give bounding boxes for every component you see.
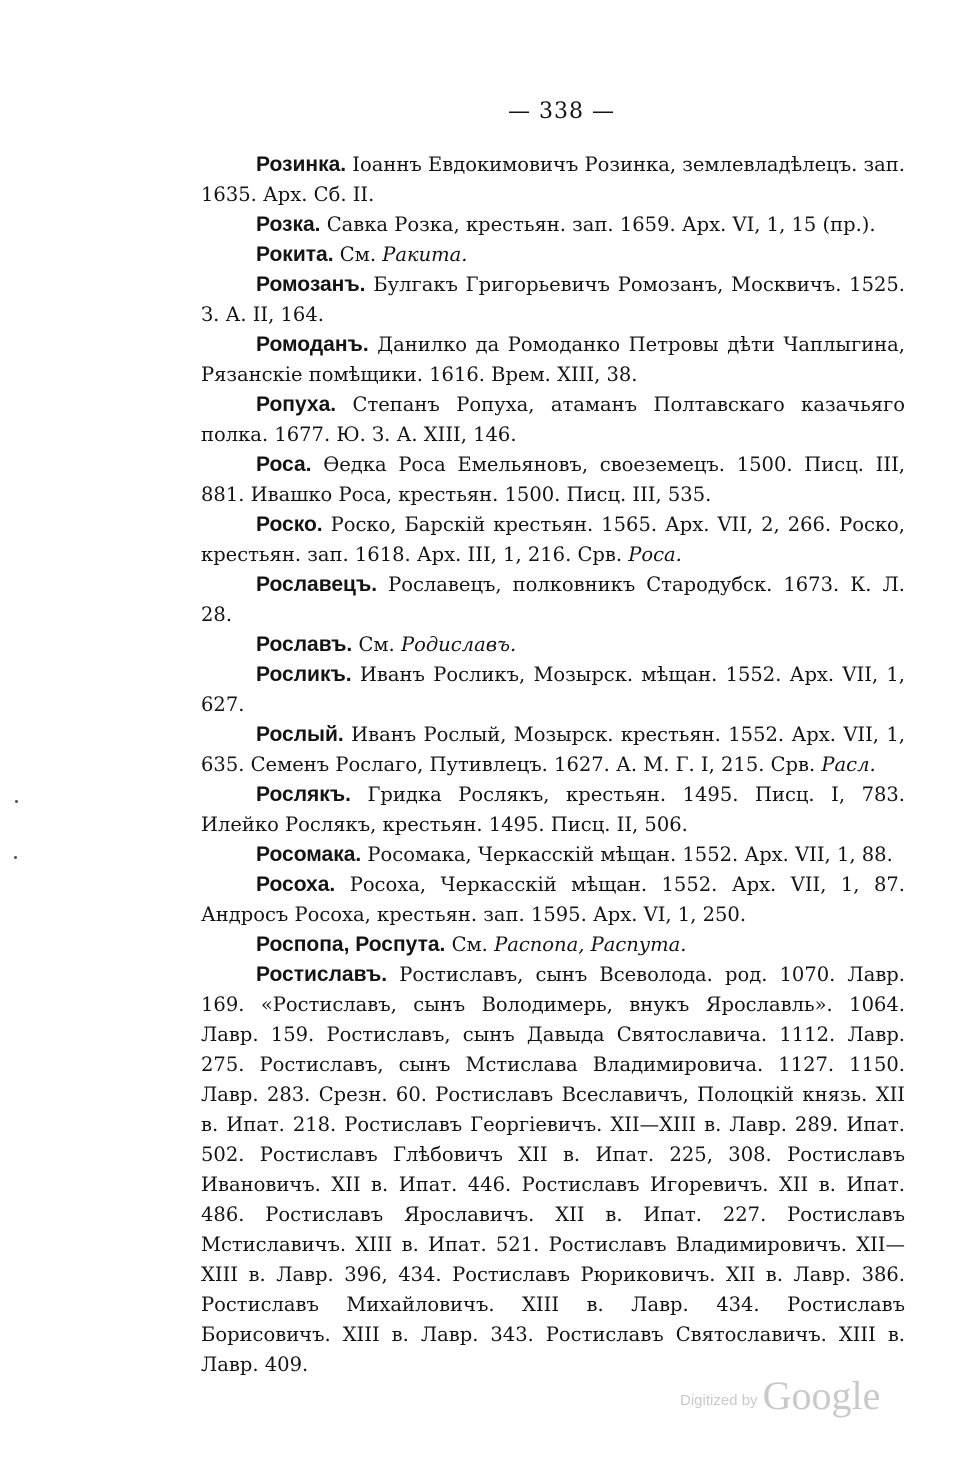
- entry-headword: Ромоданъ.: [256, 333, 369, 356]
- margin-speck: [15, 800, 18, 803]
- entry-headword: Рославъ.: [256, 633, 353, 656]
- entry-headword: Розка.: [256, 213, 321, 236]
- dictionary-entry: [201, 330, 905, 390]
- entry-cross-reference: Роса.: [628, 543, 682, 566]
- entry-text: Ѳедка Роса Емельяновъ, своеземецъ. 1500. Писц. III, 881. Ивашко Роса, крестьян. 1500. Писц. III, 535.: [201, 453, 905, 506]
- google-logo: Google: [762, 1373, 881, 1418]
- dictionary-entry: [201, 840, 905, 870]
- entry-text: Рославецъ, полковникъ Стародубск. 1673. К. Л. 28.: [201, 573, 905, 626]
- entry-headword: Ростиславъ.: [256, 963, 388, 986]
- dictionary-entry: [201, 510, 905, 570]
- dictionary-entry: [201, 630, 905, 660]
- entry-headword: Рокита.: [256, 243, 334, 266]
- dictionary-entry: [201, 270, 905, 330]
- entry-text: Булгакъ Григорьевичъ Ромозанъ, Москвичъ. 1525. З. А. II, 164.: [201, 273, 905, 326]
- entry-text: Иванъ Росликъ, Мозырск. мѣщан. 1552. Арх. VII, 1, 627.: [201, 663, 905, 716]
- dictionary-entry: [201, 720, 905, 780]
- entry-headword: Роса.: [256, 453, 312, 476]
- entry-text: Росомака, Черкасскій мѣщан. 1552. Арх. VII, 1, 88.: [361, 843, 893, 866]
- dictionary-entry: [201, 960, 905, 1380]
- page-number: — 338 —: [508, 99, 615, 124]
- entry-text: Иванъ Рослый, Мозырск. крестьян. 1552. Арх. VII, 1, 635. Семенъ Рослаго, Путивлецъ. 1627. А. М. Г. I, 215. Срв.: [201, 723, 905, 776]
- entry-headword: Розинка.: [256, 153, 347, 176]
- entry-text: См.: [333, 243, 383, 266]
- entry-text: Данилко да Ромоданко Петровы дѣти Чаплыгина, Рязанскіе помѣщики. 1616. Врем. XIII, 38.: [201, 333, 905, 386]
- dictionary-entry: [201, 150, 905, 210]
- entry-headword: Ромозанъ.: [256, 273, 366, 296]
- entry-text: Гридка Рослякъ, крестьян. 1495. Писц. I, 783. Илейко Рослякъ, крестьян. 1495. Писц. II, 506.: [201, 783, 905, 836]
- dictionary-entries: [201, 150, 905, 1380]
- entry-text: Савка Розка, крестьян. зап. 1659. Арх. VI, 1, 15 (пр.).: [320, 213, 876, 236]
- dictionary-entry: [201, 570, 905, 630]
- entry-cross-reference: Расл.: [821, 753, 876, 776]
- entry-headword: Росликъ.: [256, 663, 352, 686]
- watermark-prefix: Digitized by: [680, 1392, 758, 1409]
- entry-text: Роско, Барскій крестьян. 1565. Арх. VII, 2, 266. Роско, крестьян. зап. 1618. Арх. III, 1, 216. Срв.: [201, 513, 905, 566]
- entry-headword: Рослый.: [256, 723, 344, 746]
- dictionary-entry: [201, 780, 905, 840]
- entry-headword: Роспопа, Роспута.: [256, 933, 446, 956]
- entry-text: Росоха, Черкасскій мѣщан. 1552. Арх. VII, 1, 87. Андросъ Росоха, крестьян. зап. 1595. Арх. VI, 1, 250.: [201, 873, 905, 926]
- entry-cross-reference: Распопа, Распута.: [494, 933, 687, 956]
- entry-text: См.: [352, 633, 401, 656]
- entry-cross-reference: Родиславъ.: [400, 633, 517, 656]
- dictionary-entry: [201, 930, 905, 960]
- dictionary-entry: [201, 450, 905, 510]
- dictionary-entry: [201, 240, 905, 270]
- dictionary-entry: [201, 660, 905, 720]
- entry-text: Ростиславъ, сынъ Всеволода. род. 1070. Лавр. 169. «Ростиславъ, сынъ Володимерь, внукъ Ярославль». 1064. Лавр. 159. Ростиславъ, сынъ Давыда Святославича. 1112. Лавр. 275. Ростиславъ, сынъ Мстислава Владимировича. 1127. 1150. Лавр. 283. Срезн. 60. Ростиславъ Всеславичъ, Полоцкій князь. XII в. Ипат. 218. Ростиславъ Георгіевичъ. XII—XIII в. Лавр. 289. Ипат. 502. Ростиславъ Глѣбовичъ XII в. Ипат. 225, 308. Ростиславъ Ивановичъ. XII в. Ипат. 446. Ростиславъ Игоревичъ. XII в. Ипат. 486. Ростиславъ Ярославичъ. XII в. Ипат. 227. Ростиславъ Мстиславичъ. XIII в. Ипат. 521. Ростиславъ Владимировичъ. XII—XIII в. Лавр. 396, 434. Ростиславъ Рюриковичъ. XII в. Лавр. 386. Ростиславъ Михайловичъ. XIII в. Лавр. 434. Ростиславъ Борисовичъ. XIII в. Лавр. 343. Ростиславъ Святославичъ. XIII в. Лавр. 409.: [201, 963, 905, 1376]
- entry-text: См.: [445, 933, 495, 956]
- entry-headword: Росоха.: [256, 873, 336, 896]
- entry-headword: Росомака.: [256, 843, 362, 866]
- watermark: [680, 1368, 881, 1418]
- entry-headword: Рославецъ.: [256, 573, 378, 596]
- margin-speck: [14, 856, 17, 859]
- entry-text: Степанъ Ропуха, атаманъ Полтавскаго казачьяго полка. 1677. Ю. З. А. XIII, 146.: [201, 393, 905, 446]
- entry-headword: Роско.: [256, 513, 323, 536]
- entry-cross-reference: Ракита.: [382, 243, 468, 266]
- entry-headword: Ропуха.: [256, 393, 337, 416]
- entry-text: Іоаннъ Евдокимовичъ Розинка, землевладѣлецъ. зап. 1635. Арх. Сб. II.: [201, 153, 905, 206]
- entry-headword: Рослякъ.: [256, 783, 351, 806]
- dictionary-entry: [201, 870, 905, 930]
- dictionary-entry: [201, 390, 905, 450]
- dictionary-entry: [201, 210, 905, 240]
